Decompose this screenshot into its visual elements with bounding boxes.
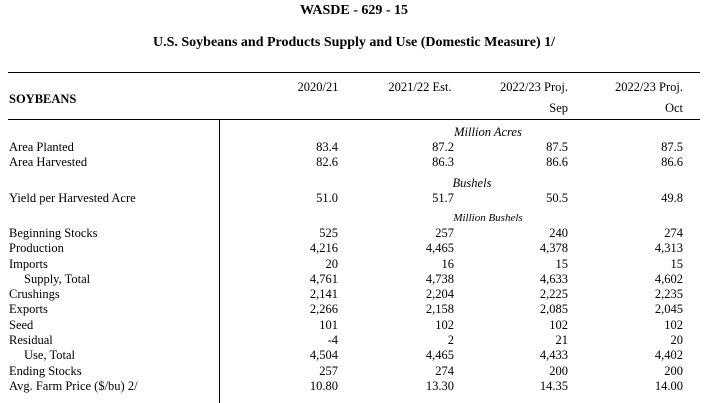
- col-subheader-oct: Oct: [664, 101, 683, 115]
- cell-value: 102: [549, 318, 568, 332]
- cell-value: 4,433: [539, 348, 568, 362]
- cell-value: 257: [319, 364, 338, 378]
- table-divider: [219, 119, 220, 403]
- cell-value: 101: [319, 318, 338, 332]
- col-header-2022-23-sep: 2022/23 Proj.: [499, 80, 568, 94]
- report-id: WASDE - 629 - 15: [299, 3, 409, 18]
- cell-value: 4,738: [425, 272, 454, 286]
- cell-value: 2: [447, 333, 454, 347]
- row-label-seed: Seed: [9, 318, 34, 332]
- cell-value: 86.3: [432, 155, 454, 169]
- section-label: SOYBEANS: [9, 92, 77, 106]
- cell-value: 2,141: [309, 287, 338, 301]
- page-title: U.S. Soybeans and Products Supply and Use (Domestic Measure) 1/: [152, 35, 556, 50]
- unit-million-bushels: Million Bushels: [453, 212, 523, 224]
- cell-value: 2,085: [539, 302, 568, 316]
- cell-value: -4: [327, 333, 338, 347]
- cell-value: 86.6: [661, 155, 683, 169]
- cell-value: 4,633: [539, 272, 568, 286]
- row-label-production: Production: [9, 241, 64, 255]
- cell-value: 257: [435, 226, 454, 240]
- col-subheader-sep: Sep: [549, 101, 568, 115]
- cell-value: 4,504: [309, 348, 338, 362]
- cell-value: 14.35: [539, 379, 568, 393]
- row-label-crushings: Crushings: [9, 287, 60, 301]
- table-header-rule: [8, 119, 700, 120]
- cell-value: 2,158: [425, 302, 454, 316]
- cell-value: 2,045: [654, 302, 683, 316]
- row-label-area-planted: Area Planted: [9, 140, 74, 154]
- cell-value: 2,204: [425, 287, 454, 301]
- cell-value: 51.7: [432, 191, 454, 205]
- cell-value: 15: [670, 257, 683, 271]
- row-label-supply-total: Supply, Total: [24, 272, 91, 286]
- cell-value: 82.6: [316, 155, 338, 169]
- cell-value: 4,216: [309, 241, 338, 255]
- cell-value: 49.8: [661, 191, 683, 205]
- col-header-2020-21: 2020/21: [297, 80, 339, 94]
- cell-value: 2,225: [539, 287, 568, 301]
- cell-value: 102: [664, 318, 683, 332]
- row-label-yield: Yield per Harvested Acre: [9, 191, 136, 205]
- cell-value: 20: [325, 257, 338, 271]
- cell-value: 4,313: [654, 241, 683, 255]
- cell-value: 50.5: [546, 191, 568, 205]
- cell-value: 4,378: [539, 241, 568, 255]
- row-label-residual: Residual: [9, 333, 53, 347]
- unit-million-acres: Million Acres: [454, 125, 522, 139]
- row-label-area-harvested: Area Harvested: [9, 155, 88, 169]
- cell-value: 2,266: [309, 302, 338, 316]
- cell-value: 200: [664, 364, 683, 378]
- cell-value: 4,465: [425, 348, 454, 362]
- cell-value: 4,465: [425, 241, 454, 255]
- cell-value: 14.00: [654, 379, 683, 393]
- cell-value: 87.5: [546, 140, 568, 154]
- col-header-2021-22: 2021/22 Est.: [388, 80, 452, 94]
- cell-value: 21: [555, 333, 568, 347]
- cell-value: 4,761: [309, 272, 338, 286]
- cell-value: 2,235: [654, 287, 683, 301]
- cell-value: 4,602: [654, 272, 683, 286]
- cell-value: 86.6: [546, 155, 568, 169]
- row-label-beginning-stocks: Beginning Stocks: [9, 226, 98, 240]
- cell-value: 83.4: [316, 140, 338, 154]
- col-header-2022-23-oct: 2022/23 Proj.: [614, 80, 683, 94]
- cell-value: 51.0: [316, 191, 338, 205]
- cell-value: 525: [319, 226, 338, 240]
- cell-value: 274: [435, 364, 454, 378]
- row-label-imports: Imports: [9, 257, 48, 271]
- cell-value: 16: [441, 257, 454, 271]
- cell-value: 240: [549, 226, 568, 240]
- row-label-ending-stocks: Ending Stocks: [9, 364, 82, 378]
- row-label-exports: Exports: [9, 302, 48, 316]
- cell-value: 13.30: [425, 379, 454, 393]
- cell-value: 20: [670, 333, 683, 347]
- unit-bushels: Bushels: [452, 176, 492, 190]
- table-top-rule: [8, 72, 700, 73]
- row-label-use-total: Use, Total: [24, 348, 75, 362]
- cell-value: 274: [664, 226, 683, 240]
- row-label-avg-farm-price: Avg. Farm Price ($/bu) 2/: [9, 379, 138, 393]
- cell-value: 102: [435, 318, 454, 332]
- cell-value: 87.5: [661, 140, 683, 154]
- cell-value: 15: [555, 257, 568, 271]
- cell-value: 200: [549, 364, 568, 378]
- cell-value: 10.80: [309, 379, 338, 393]
- cell-value: 87.2: [432, 140, 454, 154]
- cell-value: 4,402: [654, 348, 683, 362]
